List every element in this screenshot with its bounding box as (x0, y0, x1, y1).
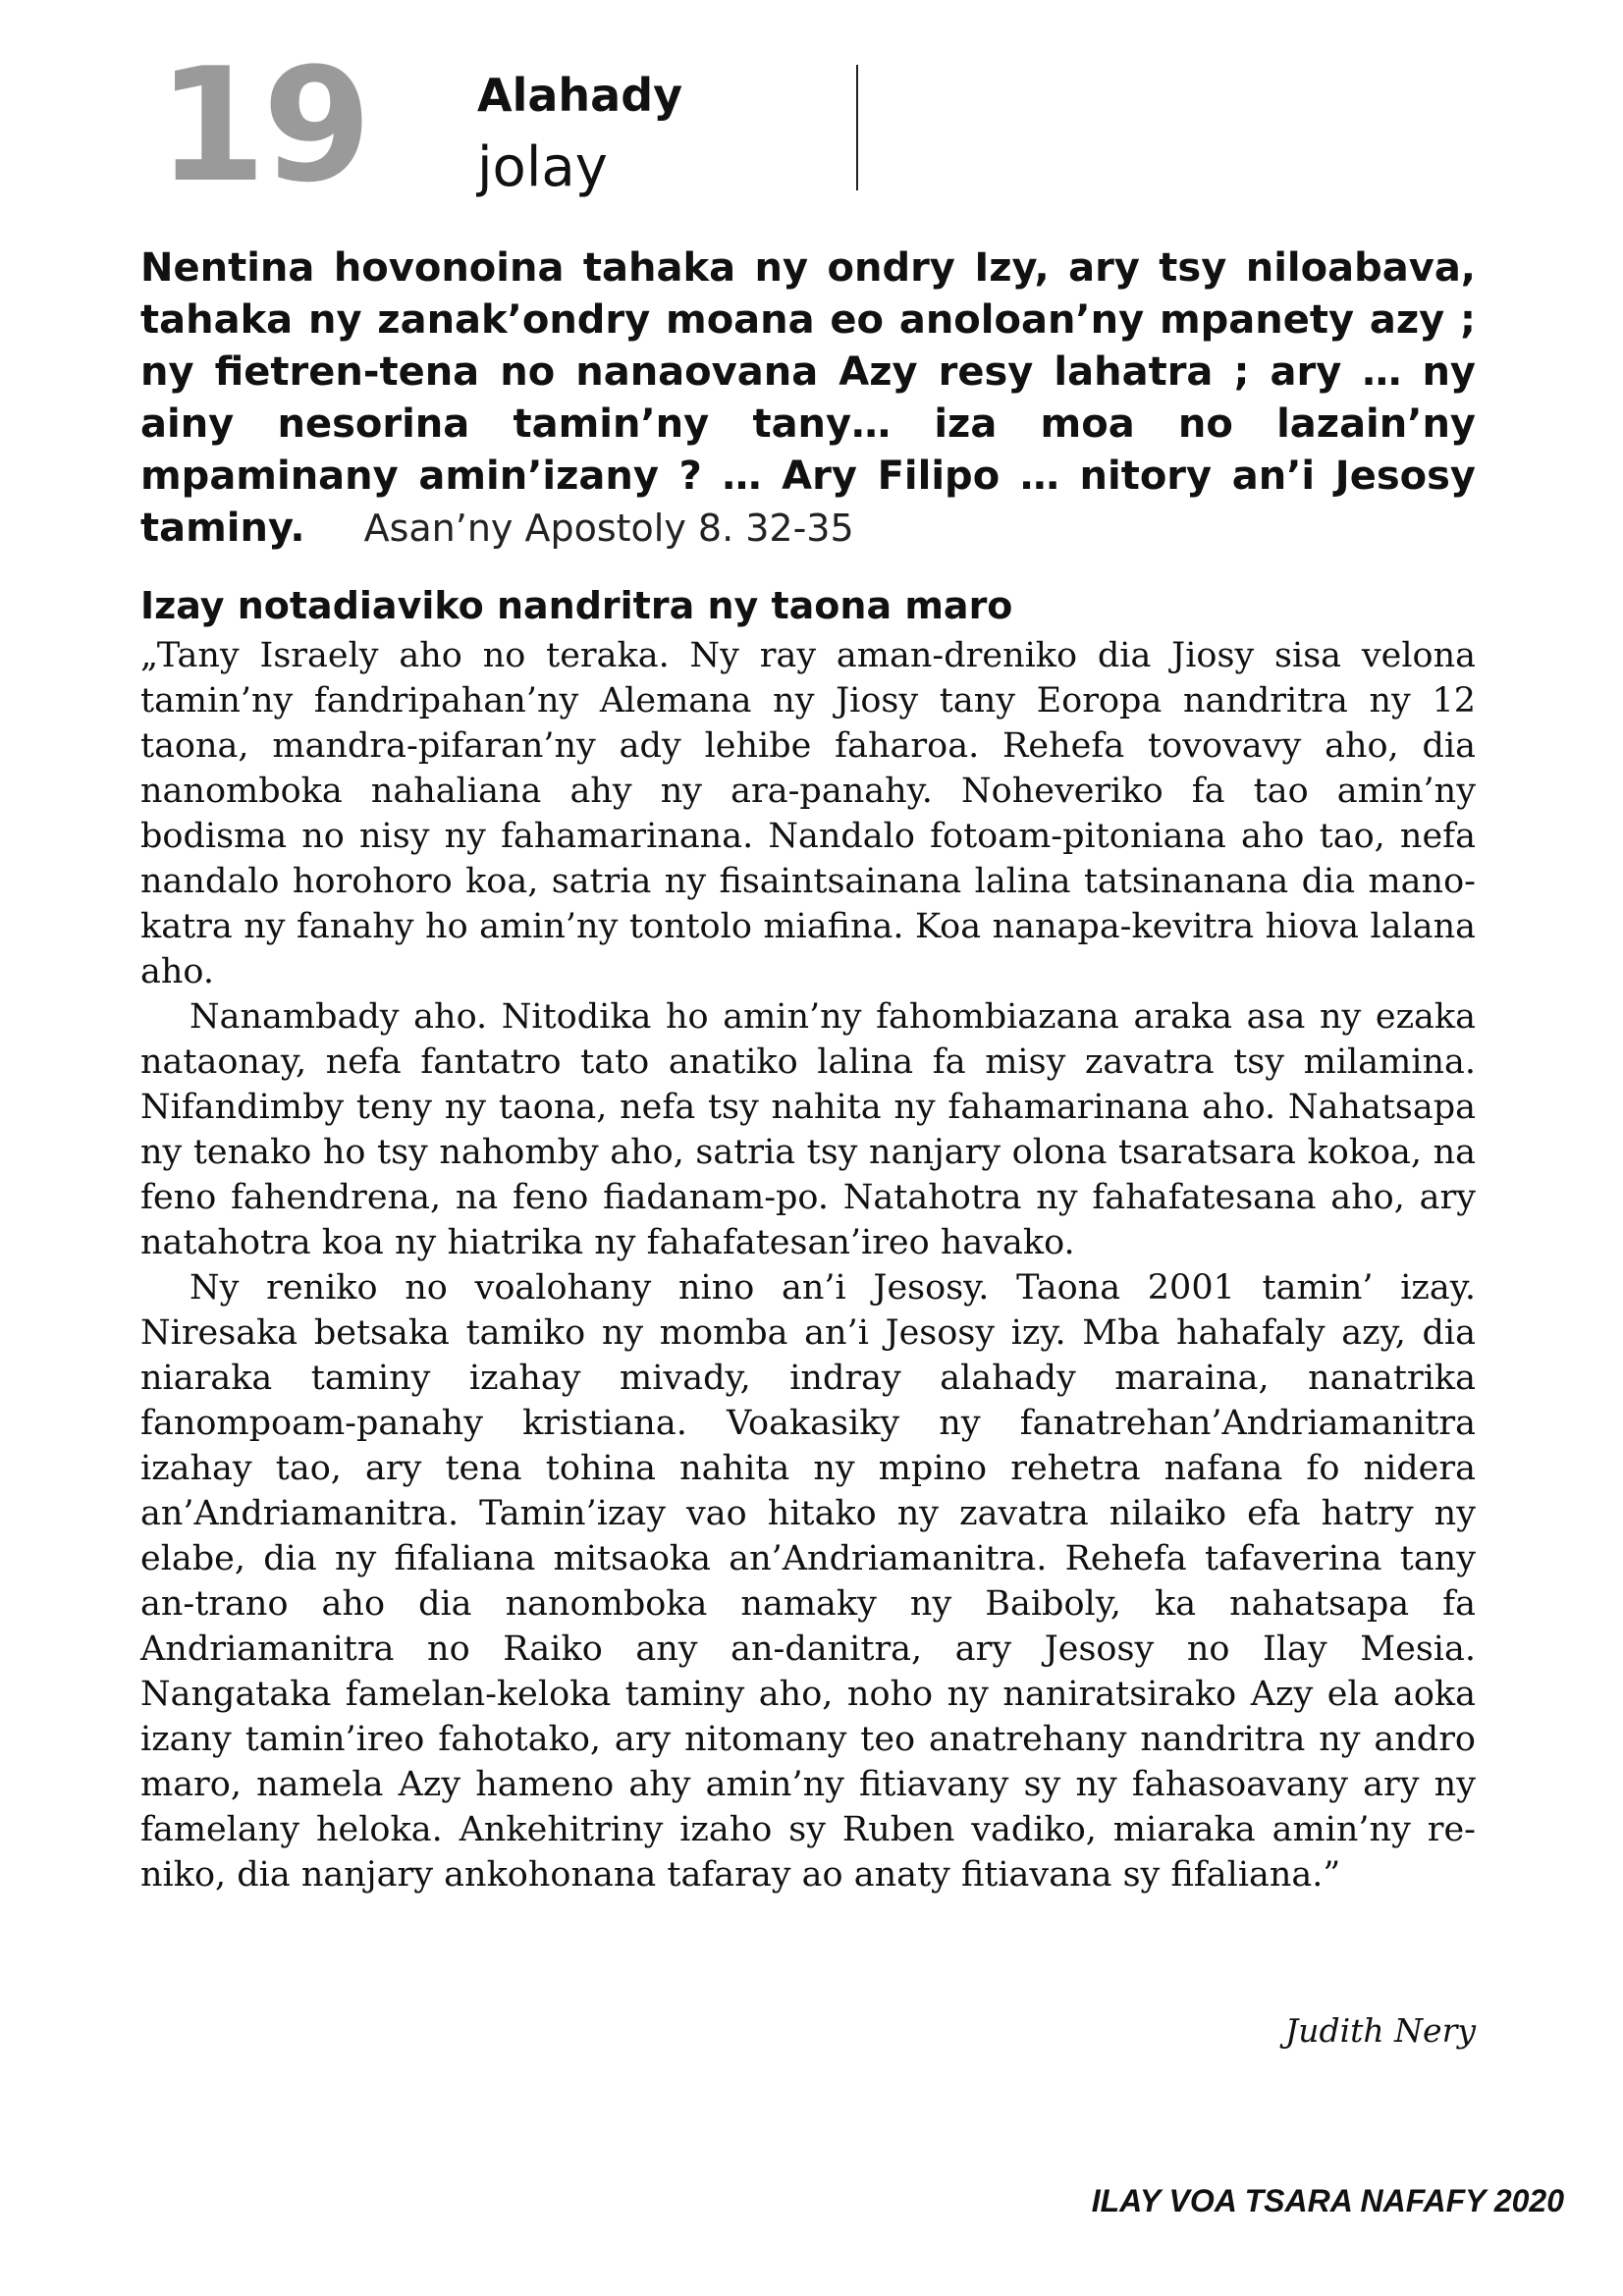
bible-verse (140, 242, 1476, 555)
article-paragraph: Ny reniko no voalohany nino an’i Jesosy. Taona 2001 tamin’ izay. Niresaka betsaka tamiko ny momba an’i Jesosy izy. Mba hahafaly azy, dia niaraka taminy izahay mivady, indray alahady maraina, nanatrika fanompoam-panahy kristiana. Voakasiky ny fanatrehan’Andriamanitra izahay tao, ary tena tohina nahita ny mpino rehetra nafana fo nidera an’Andriamanitra. Tamin’izay vao hitako ny zavatra nilaiko efa hatry ny elabe, dia ny fifaliana mitsaoka an’Andriamanitra. Rehefa tafaverina tany an-trano aho dia nanomboka namaky ny Baiboly, ka nahatsapa fa Andriamanitra no Raiko any an-danitra, ary Jesosy no Ilay Mesia. Nangataka famelan-keloka taminy aho, noho ny naniratsirako Azy ela aoka izany tamin’ireo fahotako, ary nitomany teo anatrehany nandritra ny andro maro, namela Azy hameno ahy amin’ny fitiavany sy ny fahasoavany ary ny famelany heloka. Ankehitriny izaho sy Ruben vadiko, miaraka amin’ny reniko, dia nanjary ankohonana tafaray ao anaty fitiavana sy fifaliana.” (140, 1268, 1476, 1895)
article-author: Judith Nery (1285, 2011, 1476, 2050)
month-name: jolay (477, 135, 608, 199)
article-paragraph: „Tany Israely aho no teraka. Ny ray aman-dreniko dia Jiosy sisa velona tamin’ny fandripahan’ny Alemana ny Jiosy tany Eoropa nandritra ny 12 taona, mandra-pifaran’ny ady lehibe faharoa. Rehefa tovovavy aho, dia nanomboka nahaliana ahy ny ara-panahy. Noheveriko fa tao amin’ny bodisma no nisy ny fahamarinana. Nandalo fotoam-pitoniana aho tao, nefa nandalo horohoro koa, satria ny fisaintsainana lalina tatsinanana dia manokatra ny fanahy ho amin’ny tontolo miafina. Koa nanapa-kevitra hiova lalana aho. (140, 636, 1476, 991)
verse-reference: Asan’ny Apostoly 8. 32-35 (363, 507, 854, 550)
article-paragraph: Nanambady aho. Nitodika ho amin’ny fahombiazana araka asa ny ezaka nataonay, nefa fantatro tato anatiko lalina fa misy zavatra tsy milamina. Nifandimby teny ny taona, nefa tsy nahita ny fahamarinana aho. Nahatsapa ny tenako ho tsy nahomby aho, satria tsy nanjary olona tsaratsara kokoa, na feno fahendrena, na feno fiadanam-po. Natahotra ny fahafatesana aho, ary natahotra koa ny hiatrika ny fahafatesan’ireo havako. (140, 997, 1476, 1262)
article-body (140, 633, 1476, 1897)
article-title: Izay notadiaviko nandritra ny taona maro (140, 584, 1013, 627)
footer-publication-title: ILAY VOA TSARA NAFAFY 2020 (1091, 2183, 1564, 2218)
header-divider (856, 65, 858, 190)
day-name: Alahady (477, 69, 683, 122)
day-number: 19 (157, 33, 368, 217)
verse-text: Nentina hovonoina tahaka ny ondry Izy, ary tsy niloabava, tahaka ny zanak’ondry moana eo anoloan’ny mpanety azy ; ny fietren-tena no nanaovana Azy resy lahatra ; ary … ny ainy nesorina tamin’ny tany… iza moa no lazain’ny mpaminany amin’izany ? … Ary Filipo … nitory an’i Jesosy taminy. (140, 245, 1476, 551)
